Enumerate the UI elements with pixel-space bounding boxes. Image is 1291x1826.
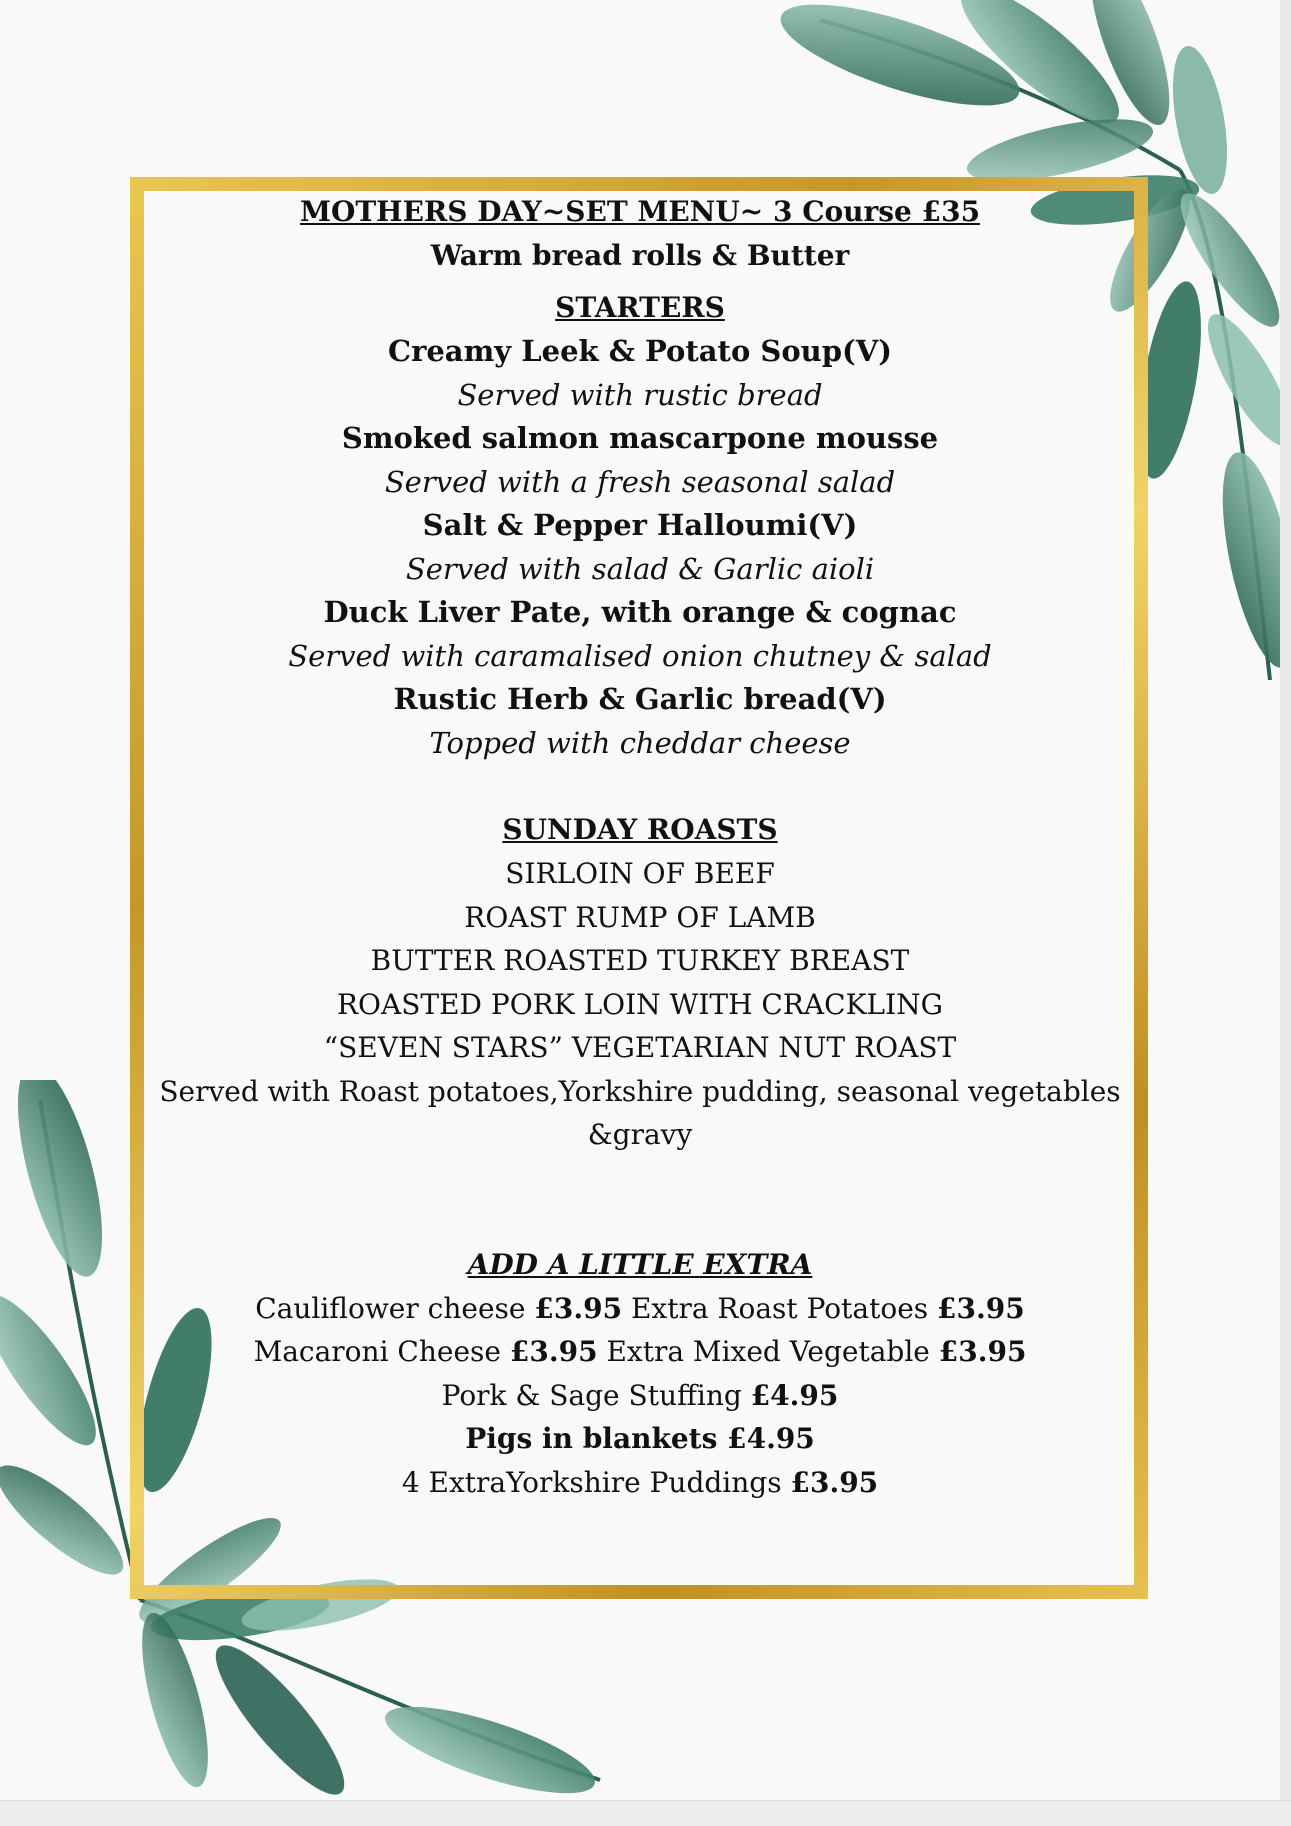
extras-row bbox=[140, 1461, 1140, 1505]
roast-item: ROAST RUMP OF LAMB bbox=[464, 900, 816, 934]
starter-name: Smoked salmon mascarpone mousse bbox=[341, 421, 939, 455]
extra-price: £3.95 bbox=[790, 1465, 879, 1499]
starter-name: Rustic Herb & Garlic bread(V) bbox=[393, 682, 887, 716]
starter-desc: Served with caramalised onion chutney & salad bbox=[288, 638, 992, 673]
extra-name: Extra Mixed Vegetable bbox=[597, 1335, 939, 1368]
extra-name: Cauliflower cheese bbox=[255, 1291, 535, 1325]
extra-name: Macaroni Cheese bbox=[253, 1335, 510, 1368]
extras-row: Pigs in blankets £4.95 bbox=[465, 1422, 815, 1455]
starter-name: Duck Liver Pate, with orange & cognac bbox=[323, 595, 957, 629]
extra-name: Extra Roast Potatoes bbox=[622, 1291, 938, 1325]
roasts-heading: SUNDAY ROASTS bbox=[502, 813, 778, 846]
extras-heading: ADD A LITTLE EXTRA bbox=[467, 1247, 813, 1281]
roast-served-line: &gravy bbox=[587, 1118, 693, 1151]
extras-row bbox=[140, 1374, 1140, 1418]
starter-desc: Served with rustic bread bbox=[457, 377, 823, 412]
extras-row bbox=[140, 1287, 1140, 1331]
starter-desc: Served with a fresh seasonal salad bbox=[384, 464, 896, 499]
roast-item: ROASTED PORK LOIN WITH CRACKLING bbox=[336, 987, 944, 1021]
extras-row bbox=[140, 1330, 1140, 1374]
roast-served-line: Served with Roast potatoes,Yorkshire pudding, seasonal vegetables bbox=[159, 1074, 1121, 1108]
extra-name: Pork & Sage Stuffing bbox=[441, 1378, 751, 1412]
extra-name: 4 ExtraYorkshire Puddings bbox=[401, 1465, 791, 1499]
extra-price: £3.95 bbox=[534, 1291, 623, 1325]
extra-price: £3.95 bbox=[938, 1335, 1027, 1368]
starters-heading: STARTERS bbox=[555, 291, 725, 324]
bread-line: Warm bread rolls & Butter bbox=[430, 239, 850, 272]
roast-item: BUTTER ROASTED TURKEY BREAST bbox=[370, 944, 910, 977]
starter-desc: Served with salad & Garlic aioli bbox=[405, 551, 875, 586]
starter-desc: Topped with cheddar cheese bbox=[429, 725, 851, 760]
roast-item: “SEVEN STARS” VEGETARIAN NUT ROAST bbox=[323, 1031, 957, 1064]
extra-price: £4.95 bbox=[750, 1378, 839, 1412]
extra-price: £3.95 bbox=[937, 1291, 1025, 1325]
roast-item: SIRLOIN OF BEEF bbox=[505, 857, 775, 890]
set-menu bbox=[140, 190, 1140, 1504]
starter-name: Salt & Pepper Halloumi(V) bbox=[422, 508, 858, 542]
starter-name: Creamy Leek & Potato Soup(V) bbox=[388, 334, 892, 368]
menu-title: MOTHERS DAY~SET MENU~ 3 Course £35 bbox=[299, 195, 981, 228]
extra-price: £3.95 bbox=[509, 1335, 598, 1368]
next-page-edge bbox=[0, 1800, 1291, 1826]
